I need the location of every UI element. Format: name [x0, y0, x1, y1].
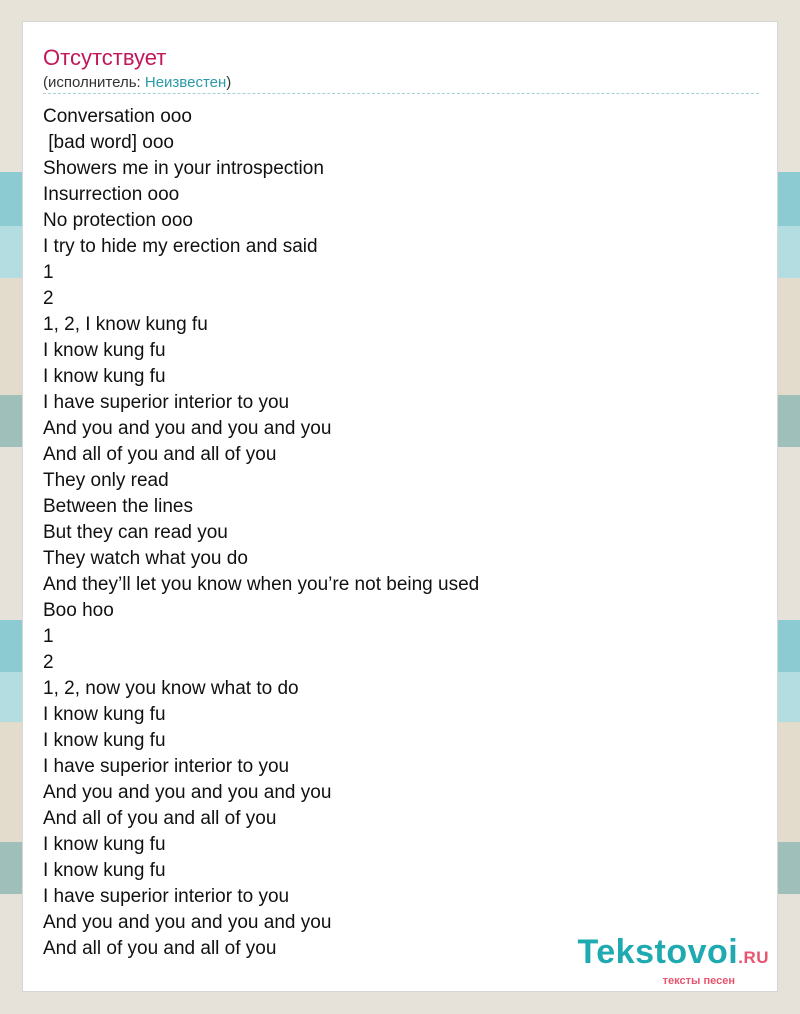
artist-suffix: ) — [226, 74, 232, 91]
lyric-line: I have superior interior to you — [43, 886, 290, 907]
lyric-line: Between the lines — [43, 496, 193, 517]
lyric-line: They watch what you do — [43, 548, 248, 569]
lyric-line: I know kung fu — [43, 730, 166, 751]
lyric-line: 1, 2, I know kung fu — [43, 314, 208, 335]
lyric-line: Showers me in your introspection — [43, 158, 324, 179]
artist-line — [43, 73, 231, 93]
lyric-line: 2 — [43, 288, 54, 309]
lyrics-text — [43, 104, 759, 962]
lyric-line: I have superior interior to you — [43, 756, 290, 777]
site-logo[interactable] — [578, 935, 769, 987]
lyric-line: And all of you and all of you — [43, 808, 277, 829]
lyric-line: 1 — [43, 262, 54, 283]
lyric-line: And all of you and all of you — [43, 444, 277, 465]
lyric-line: I know kung fu — [43, 704, 166, 725]
lyric-line: And you and you and you and you — [43, 912, 332, 933]
lyric-line: And you and you and you and you — [43, 418, 332, 439]
lyric-line: Boo hoo — [43, 600, 114, 621]
lyric-line: And all of you and all of you — [43, 938, 277, 959]
lyric-line: [bad word] ooo — [43, 132, 174, 153]
lyric-line: No protection ooo — [43, 210, 193, 231]
artist-prefix: (исполнитель: — [43, 74, 145, 91]
lyric-line: I have superior interior to you — [43, 392, 290, 413]
lyric-line: I try to hide my erection and said — [43, 236, 318, 257]
lyric-line: I know kung fu — [43, 834, 166, 855]
logo-domain: .RU — [738, 948, 769, 967]
lyric-line: And they’ll let you know when you’re not being used — [43, 574, 480, 595]
logo-tagline: тексты песен — [662, 975, 735, 987]
lyric-line: I know kung fu — [43, 340, 166, 361]
lyric-line: 1, 2, now you know what to do — [43, 678, 299, 699]
lyric-line: Conversation ooo — [43, 106, 192, 127]
lyric-line: Insurrection ooo — [43, 184, 180, 205]
logo-wordmark — [578, 935, 769, 975]
lyric-line: They only read — [43, 470, 169, 491]
lyric-line: I know kung fu — [43, 366, 166, 387]
artist-link[interactable]: Неизвестен — [144, 74, 227, 91]
lyric-line: But they can read you — [43, 522, 228, 543]
title-divider — [43, 93, 759, 94]
lyric-line: 1 — [43, 626, 54, 647]
lyrics-card — [22, 21, 778, 992]
song-title: Отсутствует — [43, 45, 167, 70]
lyric-line: I know kung fu — [43, 860, 166, 881]
lyric-line: 2 — [43, 652, 54, 673]
lyric-line: And you and you and you and you — [43, 782, 332, 803]
logo-main-text: Tekstovoi — [577, 933, 739, 971]
